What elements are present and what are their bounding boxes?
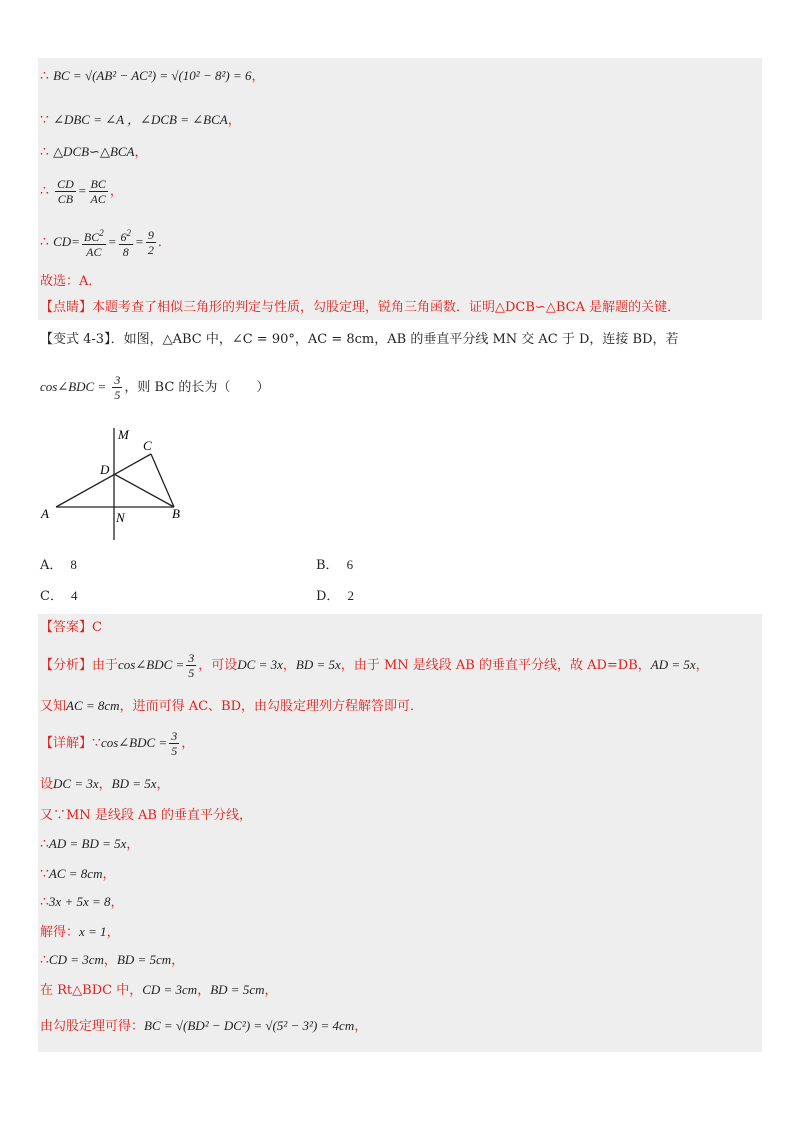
comment-line (40, 298, 680, 318)
because-symbol: ∵ (40, 112, 49, 128)
prev-solution-block (38, 58, 762, 320)
detail-line-1: 【详解】∵cos∠BDC = $\frac{3}{5}$ ， (40, 729, 195, 758)
question-line-1 (40, 330, 679, 350)
label-m: M (118, 427, 129, 442)
detail-line-2: 设DC = 3x，BD = 5x， (40, 776, 170, 792)
solution-line-2: ∵ ∠DBC = ∠A ，∠DCB = ∠BCA， (40, 112, 241, 128)
detail-line-3: 又∵MN 是线段 AB 的垂直平分线， (40, 808, 253, 823)
geometry-figure (36, 424, 196, 544)
solution-line-5: ∴ CD= $\frac{BC^2}{AC}$ = $\frac{6^2}{8}$ = $\frac{9}{2}$ ． (40, 228, 171, 259)
detail-line-6: ∴3x + 5x = 8， (40, 894, 124, 910)
answer-tag: 【答案】 (40, 620, 93, 635)
analysis-line-2: 又知AC = 8cm，进而可得 AC、BD，由勾股定理列方程解答即可． (40, 698, 424, 714)
therefore-symbol: ∴ (40, 68, 49, 84)
cos-expression: cos∠BDC = (40, 379, 107, 394)
label-c: C (143, 438, 152, 453)
choose-line: 故选：A． (40, 274, 102, 289)
angle-equality: ∠DBC = ∠A ，∠DCB = ∠BCA (53, 112, 228, 127)
solution-line-3: ∴ △DCB∽△BCA， (40, 144, 148, 160)
detail-line-8: ∴CD = 3cm，BD = 5cm， (40, 952, 185, 968)
label-d: D (100, 462, 110, 477)
detail-line-10: 由勾股定理可得：BC = √(BD² − DC²) = √(5² − 3²) = 4cm， (40, 1018, 368, 1034)
similar-triangles: △DCB∽△BCA (53, 144, 135, 159)
question-tag: 【变式 4-3】 (40, 332, 111, 347)
therefore-symbol: ∴ (40, 183, 49, 199)
question-ask: ，则 BC 的长为（ ） (124, 380, 270, 395)
label-b: B (172, 506, 180, 521)
solution-line-1: ∴ BC = √(AB² − AC²) = √(10² − 8²) = 6， (40, 68, 265, 84)
analysis-line-1: 【分析】由于cos∠BDC = $\frac{3}{5}$ ，可设DC = 3x，BD = 5x，由于 MN 是线段 AB 的垂直平分线，故 AD=DB，AD = 5x， (40, 651, 709, 680)
answer-value: C (92, 620, 102, 635)
solution-line-4: ∴ $\frac{CD}{CB}$ = $\frac{BC}{AC}$ ， (40, 177, 123, 206)
answer-line (40, 618, 102, 638)
therefore-symbol: ∴ (40, 234, 49, 250)
detail-line-5: ∵AC = 8cm， (40, 866, 116, 882)
comment-text: 本题考查了相似三角形的判定与性质，勾股定理，锐角三角函数．证明△DCB∽△BCA 是解题的关键． (92, 300, 681, 315)
choice-d[interactable]: D． 2 (316, 588, 354, 604)
detail-line-4: ∴AD = BD = 5x， (40, 836, 140, 852)
choice-c[interactable]: C． 4 (40, 588, 78, 604)
detail-line-9: 在 Rt△BDC 中，CD = 3cm，BD = 5cm， (40, 982, 278, 998)
choice-b[interactable]: B． 6 (316, 557, 354, 573)
comment-tag: 【点睛】 (40, 300, 93, 315)
question-line-2: cos∠BDC = $\frac{3}{5}$ ，则 BC 的长为（ ） (40, 373, 270, 402)
label-a: A (41, 506, 49, 521)
label-n: N (116, 510, 125, 525)
bc-formula: BC = √(AB² − AC²) = √(10² − 8²) = 6 (53, 68, 252, 83)
detail-line-7: 解得：x = 1， (40, 924, 120, 940)
therefore-symbol: ∴ (40, 144, 49, 160)
question-text: ．如图，△ABC 中，∠C = 90°，AC = 8cm，AB 的垂直平分线 MN 交 AC 于 D，连接 BD，若 (110, 332, 679, 347)
choice-a[interactable]: A． 8 (40, 557, 77, 573)
